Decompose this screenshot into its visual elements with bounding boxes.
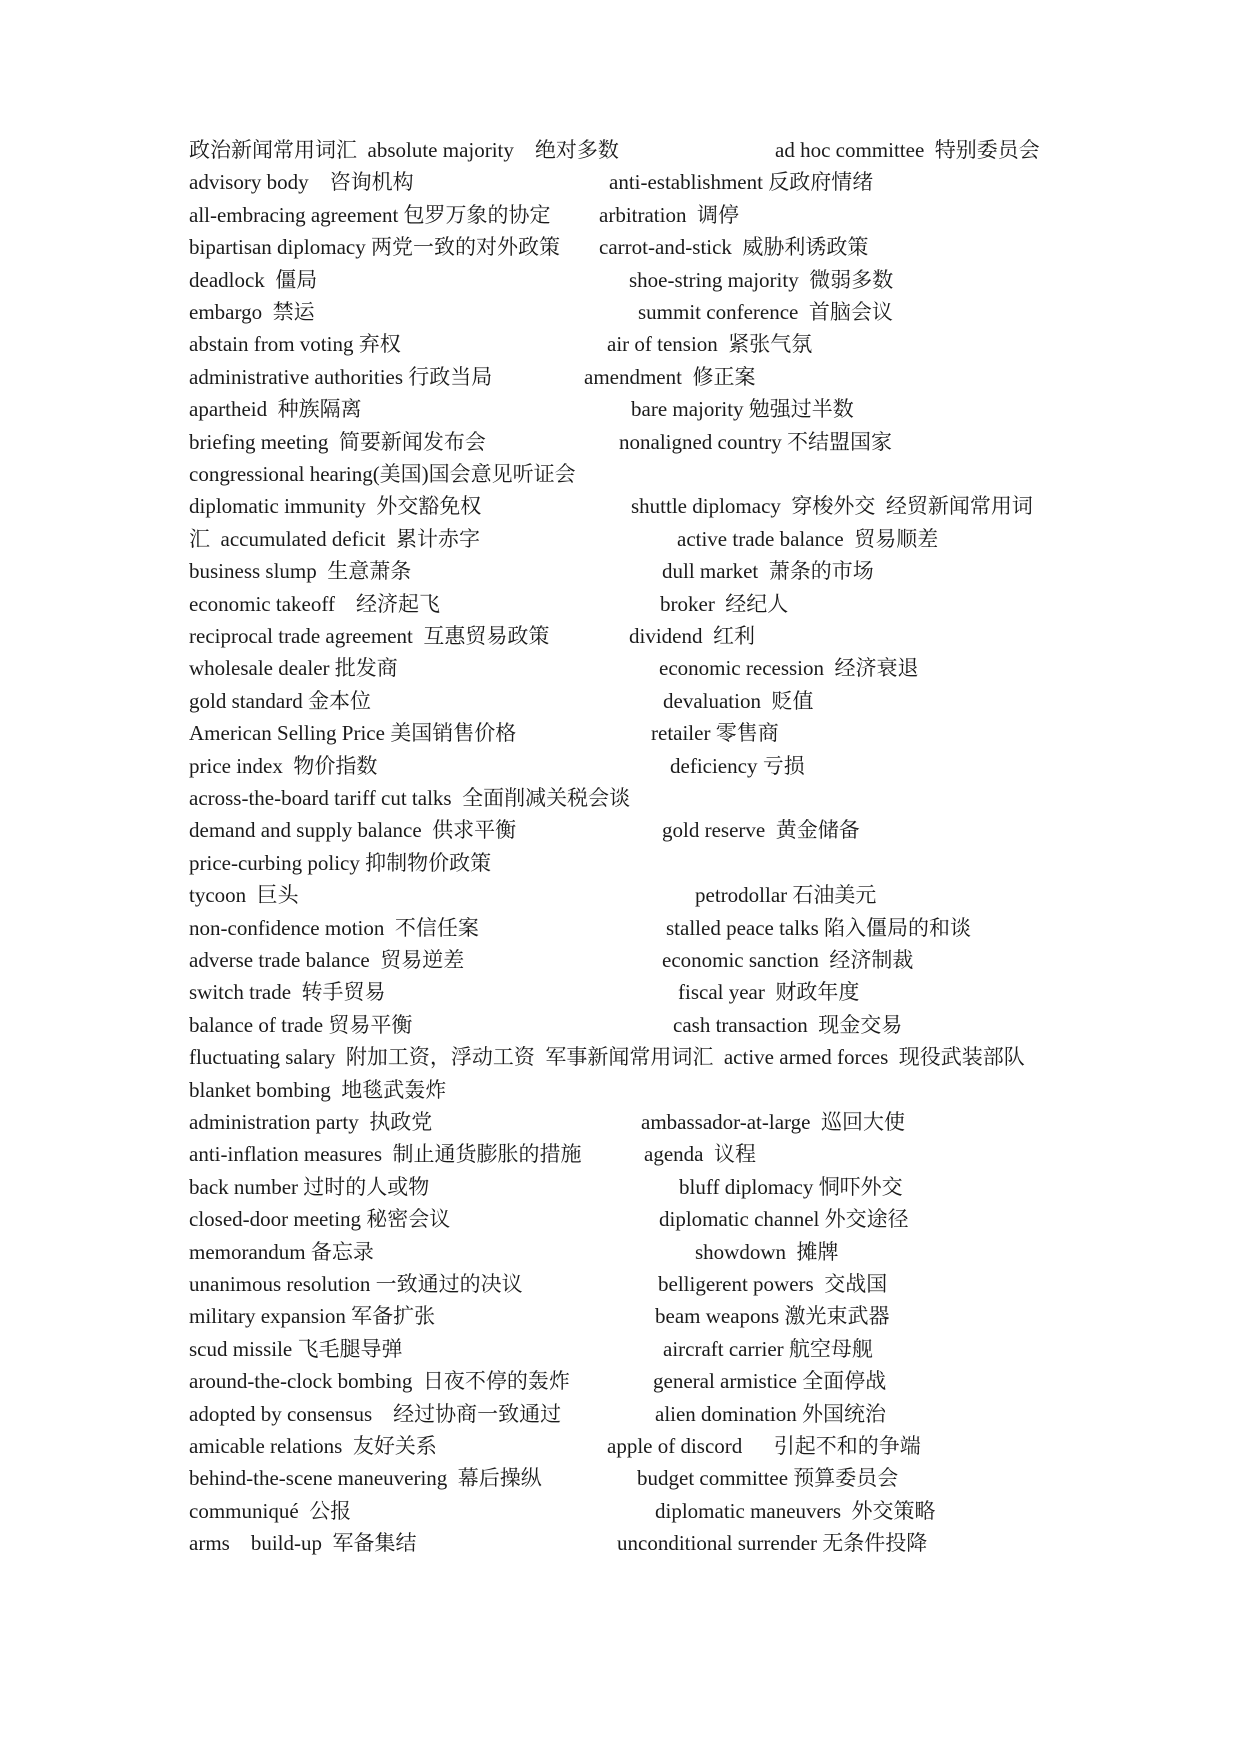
vocab-line	[189, 814, 1089, 846]
vocab-line	[189, 912, 1089, 944]
vocab-entry-left: non-confidence motion 不信任案	[189, 916, 479, 940]
vocab-line	[189, 1138, 1089, 1170]
vocab-entry-right: active trade balance 贸易顺差	[677, 527, 939, 551]
vocab-line	[189, 328, 1089, 360]
vocab-entry-left: reciprocal trade agreement 互惠贸易政策	[189, 624, 550, 648]
vocab-line	[189, 490, 1089, 522]
vocab-entry-left: communiqué 公报	[189, 1499, 352, 1523]
vocab-entry-left: business slump 生意萧条	[189, 559, 412, 583]
vocab-entry-right: diplomatic maneuvers 外交策略	[655, 1499, 936, 1523]
vocab-line	[189, 166, 1089, 198]
vocab-entry-left: switch trade 转手贸易	[189, 980, 386, 1004]
vocab-entry-right: summit conference 首脑会议	[638, 300, 893, 324]
vocab-entry-left: diplomatic immunity 外交豁免权	[189, 494, 482, 518]
vocab-line	[189, 1365, 1089, 1397]
vocab-entry-right: dividend 红利	[629, 624, 755, 648]
vocab-line	[189, 1495, 1089, 1527]
vocab-entry-right: ambassador-at-large 巡回大使	[641, 1110, 905, 1134]
vocab-line	[189, 782, 1089, 814]
vocab-line	[189, 426, 1089, 458]
vocab-entry-left: fluctuating salary 附加工资，浮动工资 军事新闻常用词汇 active armed forces 现役武装部队	[189, 1045, 1025, 1069]
vocab-line	[189, 134, 1089, 166]
vocab-entry-right: economic recession 经济衰退	[659, 656, 919, 680]
vocab-entry-left: adopted by consensus 经过协商一致通过	[189, 1402, 562, 1426]
vocab-entry-left: administration party 执政党	[189, 1110, 433, 1134]
vocab-entry-right: unconditional surrender 无条件投降	[617, 1531, 928, 1555]
vocab-entry-left: embargo 禁运	[189, 300, 315, 324]
vocab-entry-left: congressional hearing(美国)国会意见听证会	[189, 462, 576, 486]
vocab-entry-left: adverse trade balance 贸易逆差	[189, 948, 465, 972]
vocab-line	[189, 1300, 1089, 1332]
vocab-line	[189, 588, 1089, 620]
vocab-entry-left: bipartisan diplomacy 两党一致的对外政策	[189, 235, 560, 259]
vocab-entry-right: broker 经纪人	[660, 592, 789, 616]
vocab-entry-left: price index 物价指数	[189, 754, 378, 778]
vocab-line	[189, 652, 1089, 684]
vocab-entry-right: apple of discord 引起不和的争端	[607, 1434, 921, 1458]
vocab-entry-left: unanimous resolution 一致通过的决议	[189, 1272, 523, 1296]
vocab-line	[189, 685, 1089, 717]
vocab-line	[189, 750, 1089, 782]
vocab-line	[189, 1333, 1089, 1365]
vocab-entry-left: 汇 accumulated deficit 累计赤字	[189, 527, 480, 551]
vocab-entry-right: nonaligned country 不结盟国家	[619, 430, 892, 454]
vocab-entry-right: diplomatic channel 外交途径	[659, 1207, 909, 1231]
vocab-entry-right: showdown 摊牌	[695, 1240, 839, 1264]
vocab-entry-left: demand and supply balance 供求平衡	[189, 818, 517, 842]
vocab-line	[189, 1398, 1089, 1430]
vocab-entry-right: cash transaction 现金交易	[673, 1013, 903, 1037]
vocab-entry-right: amendment 修正案	[584, 365, 756, 389]
vocab-line	[189, 199, 1089, 231]
vocab-entry-right: anti-establishment 反政府情绪	[609, 170, 874, 194]
vocab-line	[189, 847, 1089, 879]
vocab-line	[189, 1041, 1089, 1073]
vocab-line	[189, 1171, 1089, 1203]
vocab-line	[189, 264, 1089, 296]
vocab-entry-left: around-the-clock bombing 日夜不停的轰炸	[189, 1369, 570, 1393]
vocab-entry-right: bluff diplomacy 恫吓外交	[679, 1175, 903, 1199]
vocab-entry-left: apartheid 种族隔离	[189, 397, 362, 421]
vocab-entry-left: back number 过时的人或物	[189, 1175, 430, 1199]
vocab-entry-right: air of tension 紧张气氛	[607, 332, 813, 356]
vocab-entry-left: briefing meeting 简要新闻发布会	[189, 430, 486, 454]
vocab-entry-right: bare majority 勉强过半数	[631, 397, 854, 421]
vocab-line	[189, 1236, 1089, 1268]
vocab-line	[189, 393, 1089, 425]
vocab-line	[189, 944, 1089, 976]
vocab-entry-right: alien domination 外国统治	[655, 1402, 886, 1426]
vocab-entry-left: wholesale dealer 批发商	[189, 656, 398, 680]
vocab-entry-right: general armistice 全面停战	[653, 1369, 887, 1393]
vocab-line	[189, 1430, 1089, 1462]
vocab-entry-right: fiscal year 财政年度	[678, 980, 860, 1004]
vocab-line	[189, 1268, 1089, 1300]
vocab-line	[189, 523, 1089, 555]
vocab-entry-left: abstain from voting 弃权	[189, 332, 401, 356]
vocab-entry-left: all-embracing agreement 包罗万象的协定	[189, 203, 551, 227]
vocab-entry-right: aircraft carrier 航空母舰	[663, 1337, 873, 1361]
vocab-entry-right: ad hoc committee 特别委员会	[775, 138, 1040, 162]
vocab-line	[189, 976, 1089, 1008]
vocab-entry-right: arbitration 调停	[599, 203, 739, 227]
vocab-entry-left: gold standard 金本位	[189, 689, 371, 713]
vocab-entry-right: deficiency 亏损	[670, 754, 805, 778]
vocab-entry-right: budget committee 预算委员会	[637, 1466, 899, 1490]
vocab-line	[189, 361, 1089, 393]
vocab-entry-right: devaluation 贬值	[663, 689, 814, 713]
vocab-entry-left: anti-inflation measures 制止通货膨胀的措施	[189, 1142, 582, 1166]
vocab-entry-left: price-curbing policy 抑制物价政策	[189, 851, 492, 875]
vocab-line	[189, 1203, 1089, 1235]
vocab-entry-right: economic sanction 经济制裁	[662, 948, 914, 972]
vocab-entry-left: arms build-up 军备集结	[189, 1531, 417, 1555]
vocab-entry-right: gold reserve 黄金储备	[662, 818, 860, 842]
vocab-line	[189, 1462, 1089, 1494]
vocab-line	[189, 458, 1089, 490]
vocab-line	[189, 620, 1089, 652]
vocab-entry-left: advisory body 咨询机构	[189, 170, 414, 194]
vocab-entry-right: beam weapons 激光束武器	[655, 1304, 890, 1328]
vocab-line	[189, 1106, 1089, 1138]
vocab-entry-right: carrot-and-stick 威胁利诱政策	[599, 235, 869, 259]
vocab-entry-right: shoe-string majority 微弱多数	[629, 268, 894, 292]
vocab-entry-left: memorandum 备忘录	[189, 1240, 374, 1264]
vocab-entry-left: scud missile 飞毛腿导弹	[189, 1337, 403, 1361]
vocab-entry-right: dull market 萧条的市场	[662, 559, 874, 583]
vocab-line	[189, 1009, 1089, 1041]
vocab-entry-left: across-the-board tariff cut talks 全面削减关税会谈	[189, 786, 631, 810]
vocab-line	[189, 555, 1089, 587]
vocab-entry-left: deadlock 僵局	[189, 268, 318, 292]
vocab-entry-left: economic takeoff 经济起飞	[189, 592, 440, 616]
vocab-entry-right: stalled peace talks 陷入僵局的和谈	[666, 916, 972, 940]
vocab-line	[189, 879, 1089, 911]
vocab-line	[189, 1074, 1089, 1106]
vocab-entry-left: blanket bombing 地毯武轰炸	[189, 1078, 447, 1102]
vocab-entry-left: American Selling Price 美国销售价格	[189, 721, 517, 745]
vocab-entry-left: military expansion 军备扩张	[189, 1304, 436, 1328]
vocab-entry-left: 政治新闻常用词汇 absolute majority 绝对多数	[189, 138, 619, 162]
vocab-entry-left: balance of trade 贸易平衡	[189, 1013, 413, 1037]
vocab-entry-right: petrodollar 石油美元	[695, 883, 877, 907]
vocab-entry-left: tycoon 巨头	[189, 883, 299, 907]
vocab-entry-right: shuttle diplomacy 穿梭外交 经贸新闻常用词	[631, 494, 1033, 518]
vocab-line	[189, 1527, 1089, 1559]
vocab-entry-left: closed-door meeting 秘密会议	[189, 1207, 451, 1231]
vocab-entry-right: belligerent powers 交战国	[658, 1272, 888, 1296]
vocab-entry-left: amicable relations 友好关系	[189, 1434, 437, 1458]
vocab-line	[189, 717, 1089, 749]
vocab-line	[189, 296, 1089, 328]
vocab-entry-right: agenda 议程	[644, 1142, 756, 1166]
vocab-line	[189, 231, 1089, 263]
vocab-entry-right: retailer 零售商	[651, 721, 779, 745]
vocab-entry-left: administrative authorities 行政当局	[189, 365, 493, 389]
vocab-entry-left: behind-the-scene maneuvering 幕后操纵	[189, 1466, 542, 1490]
